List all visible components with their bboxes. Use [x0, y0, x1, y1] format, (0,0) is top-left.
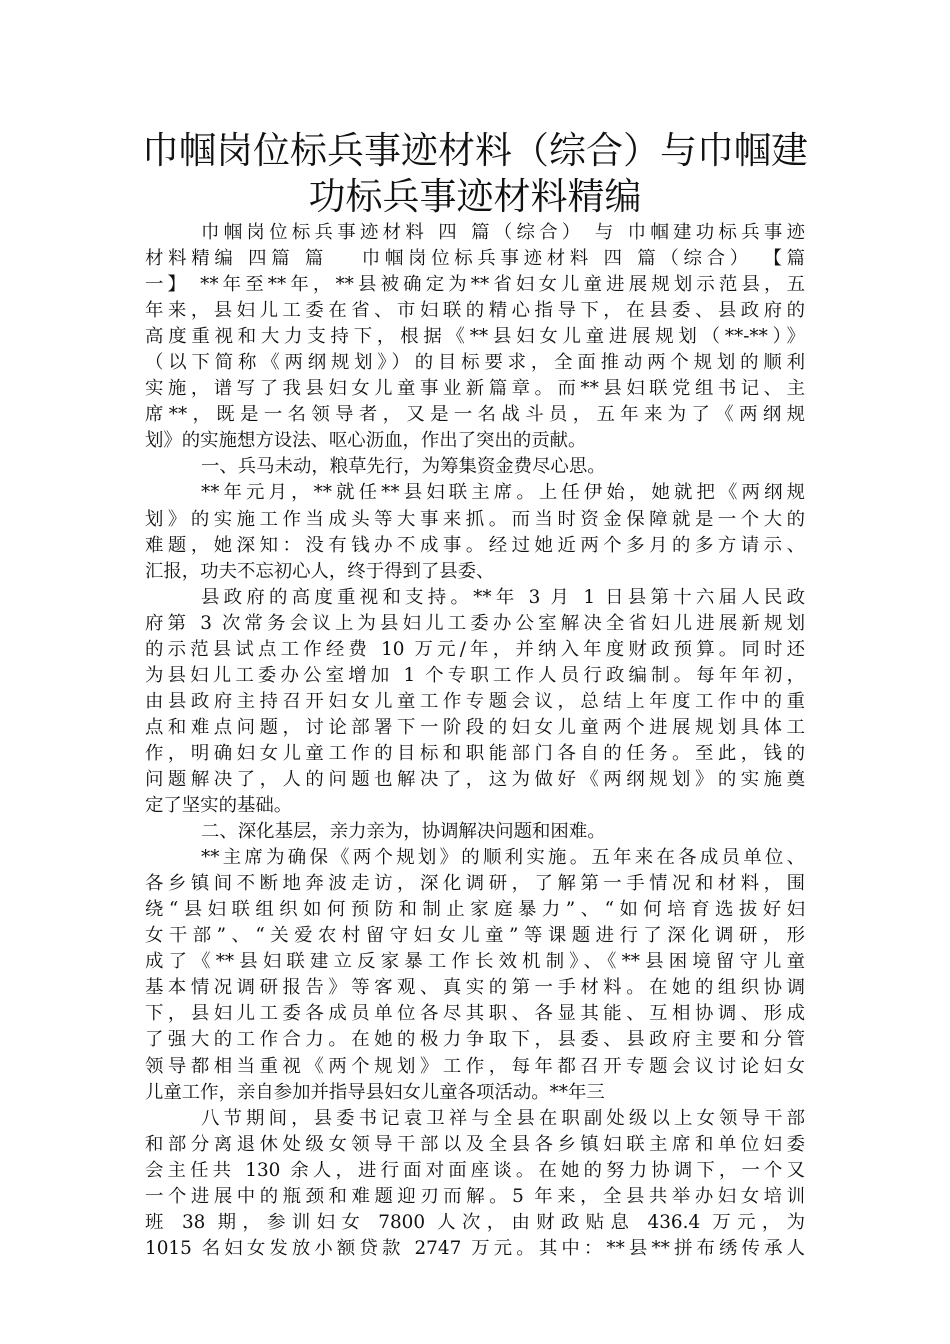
body-line: 巾帼岗位标兵事迹材料 四 篇（综合） 与 巾帼建功标兵事迹: [201, 222, 805, 243]
body-line: 绕“县妇联组织如何预防和制止家庭暴力”、“如何培育选拔好妇: [145, 899, 805, 921]
body-line: 成了《**县妇联建立反家暴工作长效机制》、《**县困境留守儿童: [145, 951, 805, 973]
body-line: 由县政府主持召开妇女儿童工作专题会议，总结上年度工作中的重: [145, 690, 805, 712]
body-line: 下，县妇儿工委各成员单位各尽其职、各显其能、互相协调、形成: [145, 1003, 805, 1025]
body-line: 一个进展中的瓶颈和难题迎刃而解。5 年来，全县共举办妇女培训: [145, 1185, 805, 1207]
document-title-line-1: 巾帼岗位标兵事迹材料（综合）与巾帼建: [142, 129, 808, 172]
body-line: 为县妇儿工委办公室增加 1 个专职工作人员行政编制。每年年初，: [145, 664, 805, 686]
section-heading-2: 二、深化基层，亲力亲为，协调解决问题和困难。: [201, 821, 606, 843]
body-line: 的示范县试点工作经费 10 万元/年，并纳入年度财政预算。同时还: [145, 638, 805, 660]
body-line: 汇报，功夫不忘初心人，终于得到了县委、: [145, 560, 495, 582]
body-line: （以下简称《两纲规划》）的目标要求，全面推动两个规划的顺利: [145, 352, 805, 374]
body-line: 材料精编 四篇 篇 巾帼岗位标兵事迹材料 四 篇（综合） 【篇: [145, 248, 805, 270]
body-line: 定了坚实的基础。: [145, 795, 293, 817]
body-line: 女干部”、“关爱农村留守妇女儿童”等课题进行了深化调研，形: [145, 925, 805, 947]
body-line: 儿童工作，亲自参加并指导县妇女儿童各项活动。**年三: [145, 1081, 605, 1103]
body-line: 划》的实施想方设法、呕心沥血，作出了突出的贡献。: [145, 430, 587, 452]
section-heading-1: 一、兵马未动，粮草先行，为筹集资金费尽心思。: [201, 456, 606, 478]
body-line: 高度重视和大力支持下，根据《**县妇女儿童进展规划（**-**）》: [145, 326, 805, 348]
body-line: 难题，她深知：没有钱办不成事。经过她近两个多月的多方请示、: [145, 534, 805, 556]
document-body: [145, 220, 805, 1262]
body-line: 点和难点问题，讨论部署下一阶段的妇女儿童两个进展规划具体工: [145, 716, 805, 738]
body-line: 实施，谱写了我县妇女儿童事业新篇章。而**县妇联党组书记、主: [145, 378, 805, 400]
body-line: 府第 3 次常务会议上为县妇儿工委办公室解决全省妇儿进展新规划: [145, 612, 805, 634]
body-line: 作，明确妇女儿童工作的目标和职能部门各自的任务。至此，钱的: [145, 742, 805, 764]
body-line: 班 38 期，参训妇女 7800 人次，由财政贴息 436.4 万元，为: [145, 1211, 805, 1233]
body-line: 一】 **年至**年，**县被确定为**省妇女儿童进展规划示范县，五: [145, 274, 805, 296]
body-line: 年来，县妇儿工委在省、市妇联的精心指导下，在县委、县政府的: [145, 300, 805, 322]
body-line: 基本情况调研报告》等客观、真实的第一手材料。在她的组织协调: [145, 977, 805, 999]
body-line: 划》的实施工作当成头等大事来抓。而当时资金保障就是一个大的: [145, 508, 805, 530]
body-line: 各乡镇间不断地奔波走访，深化调研，了解第一手情况和材料，围: [145, 873, 805, 895]
body-line: 了强大的工作合力。在她的极力争取下，县委、县政府主要和分管: [145, 1029, 805, 1051]
body-line: 八节期间，县委书记袁卫祥与全县在职副处级以上女领导干部: [201, 1107, 805, 1129]
body-line: 会主任共 130 余人，进行面对面座谈。在她的努力协调下，一个又: [145, 1159, 805, 1181]
body-line: 问题解决了，人的问题也解决了，这为做好《两纲规划》的实施奠: [145, 768, 805, 790]
body-line: 席**，既是一名领导者，又是一名战斗员，五年来为了《两纲规: [145, 404, 805, 426]
body-line: **年元月，**就任**县妇联主席。上任伊始，她就把《两纲规: [201, 482, 805, 504]
document-title-line-2: 功标兵事迹材料精编: [308, 175, 642, 218]
body-line: 和部分离退休处级女领导干部以及全县各乡镇妇联主席和单位妇委: [145, 1133, 805, 1155]
body-line: 县政府的高度重视和支持。**年 3 月 1 日县第十六届人民政: [201, 586, 805, 608]
body-line: **主席为确保《两个规划》的顺利实施。五年来在各成员单位、: [201, 847, 805, 869]
body-line: 1015 名妇女发放小额贷款 2747 万元。其中：**县**拼布绣传承人: [145, 1237, 805, 1259]
body-line: 领导都相当重视《两个规划》工作，每年都召开专题会议讨论妇女: [145, 1055, 805, 1077]
